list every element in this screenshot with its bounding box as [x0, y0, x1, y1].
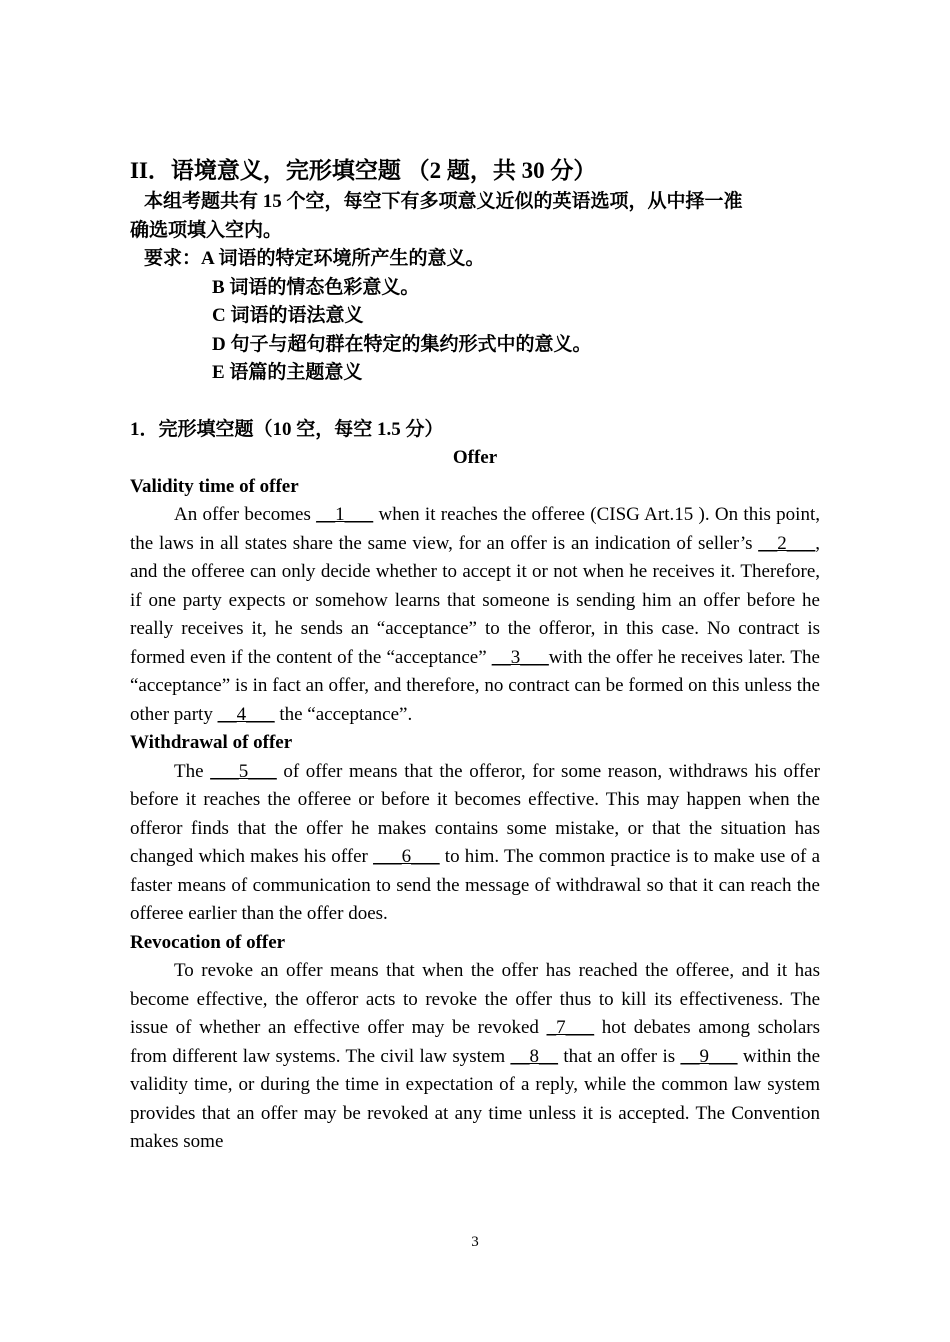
withdrawal-text-3: to him. The common practice is to make use of a faster means of communication to send the message of withdrawal so that it can reach the offeree earlier than the offer does.: [130, 846, 821, 924]
blank-9: __9___: [680, 1045, 738, 1067]
requirement-e: E 语篇的主题意义: [212, 362, 363, 383]
blank-3: __3___: [491, 646, 549, 668]
revocation-text-4: within the validity time, or during the time in expectation of a reply, while the common law system provides that an offer may be revoked at any time unless it is accepted. The Convention makes some: [130, 1045, 821, 1152]
page-number: 3: [471, 1234, 479, 1250]
blank-5: ___5___: [210, 760, 277, 782]
validity-text-2: when it reaches the offeree (CISG Art.15 ). On this point, the laws in all states share the same view, for an offer is an indication of seller’s: [130, 504, 820, 554]
revocation-text-3: that an offer is: [557, 1045, 681, 1067]
blank-4: __4___: [217, 703, 275, 725]
withdrawal-text-1: The: [174, 760, 211, 782]
withdrawal-paragraph: [130, 758, 820, 929]
revocation-text-2: hot debates among scholars from different law systems. The civil law system: [130, 1017, 820, 1067]
withdrawal-text-2: of offer means that the offeror, for some reason, withdraws his offer before it reaches the offeree or before it becomes effective. This may happen when the offeror finds that the offer he makes contains some mistake, or that the situation has changed which makes his offer: [130, 760, 820, 867]
requirement-b: B 词语的情态色彩意义。: [212, 276, 420, 298]
spacer: [130, 388, 820, 416]
blank-7: _7___: [546, 1017, 595, 1038]
blank-1: __1___: [316, 504, 374, 525]
revocation-heading: Revocation of offer: [130, 931, 286, 953]
section-intro-line-2: 确选项填入空内。: [130, 219, 283, 241]
section-intro-line-1: 本组考题共有 15 个空，每空下有多项意义近似的英语选项，从中择一准: [144, 191, 743, 212]
validity-text-4: with the offer he receives later. The “acceptance” is in fact an offer, and therefore, no contract can be formed on this unless the other party: [130, 646, 820, 725]
requirements-label: 要求：: [144, 248, 202, 269]
requirement-a: [130, 245, 820, 274]
blank-6: ___6___: [373, 846, 440, 867]
requirement-d: D 句子与超句群在特定的集约形式中的意义。: [212, 333, 592, 355]
question-heading: 1．完形填空题（10 空，每空 1.5 分）: [130, 418, 444, 440]
revocation-text-1: To revoke an offer means that when the offer has reached the offeree, and it has become effective, the offeror acts to revoke the offer thus to kill its effectiveness. The issue of whether an effective offer may be revoked: [130, 960, 820, 1038]
section-title: II．语境意义，完形填空题 （2 题，共 30 分）: [130, 158, 597, 183]
requirement-c: C 词语的语法意义: [212, 305, 364, 326]
requirement-a-text: A 词语的特定环境所产生的意义。: [201, 248, 485, 269]
withdrawal-heading: Withdrawal of offer: [130, 732, 293, 753]
validity-text-5: the “acceptance”.: [274, 703, 413, 725]
page-content: [130, 154, 820, 1157]
revocation-paragraph: [130, 957, 820, 1157]
validity-paragraph: [130, 501, 820, 729]
blank-8: __8__: [510, 1045, 558, 1067]
passage-title: Offer: [452, 447, 498, 468]
validity-text-3: , and the offeree can only decide whether to accept it or not when he receives it. Therefore, if one party expects or somehow learns that someone is sending him an offer before he really receives it, he sends an “acceptance” to the offeror, in this case. No contract is formed even if the content of the “acceptance”: [130, 532, 820, 668]
blank-2: __2___: [758, 532, 816, 554]
validity-text-1: An offer becomes: [174, 504, 317, 525]
validity-heading: Validity time of offer: [130, 475, 299, 497]
